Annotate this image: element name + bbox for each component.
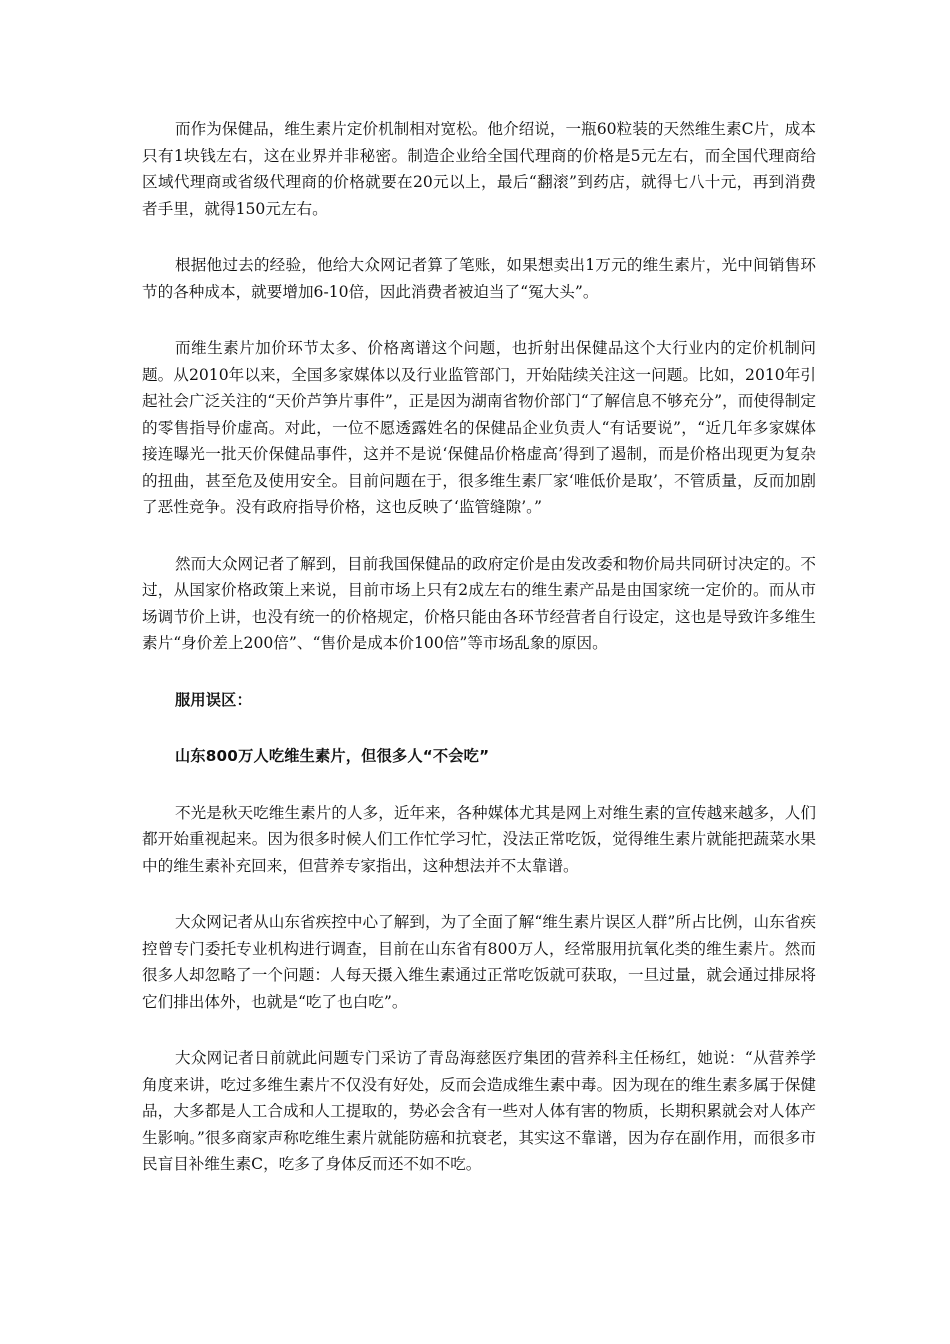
paragraph-survey: 大众网记者从山东省疾控中心了解到，为了全面了解“维生素片误区人群”所占比例，山东省疾控曾专门委托专业机构进行调查，目前在山东省有800万人，经常服用抗氧化类的维生素片。然而很多人却忽略了一个问题：人每天摄入维生素通过正常吃饭就可获取，一旦过量，就会通过排尿将它们排出体外，也就是“吃了也白吃”。 — [142, 913, 816, 1011]
paragraph-government-pricing: 然而大众网记者了解到，目前我国保健品的政府定价是由发改委和物价局共同研讨决定的。不过，从国家价格政策上来说，目前市场上只有2成左右的维生素产品是由国家统一定价的。而从市场调节价上讲，也没有统一的价格规定，价格只能由各环节经营者自行设定，这也是导致许多维生素片“身价差上200倍”、“售价是成本价100倍”等市场乱象的原因。 — [142, 554, 816, 652]
article-body — [142, 116, 816, 1208]
paragraph-cost-markup: 根据他过去的经验，他给大众网记者算了笔账，如果想卖出1万元的维生素片，光中间销售环节的各种成本，就要增加6-10倍，因此消费者被迫当了“冤大头”。 — [142, 256, 816, 301]
paragraph-expert-interview: 大众网记者日前就此问题专门采访了青岛海慈医疗集团的营养科主任杨红，她说：“从营养学角度来讲，吃过多维生素片不仅没有好处，反而会造成维生素中毒。因为现在的维生素多属于保健品，大多都是人工合成和人工提取的，势必会含有一些对人体有害的物质，长期积累就会对人体产生影响。”很多商家声称吃维生素片就能防癌和抗衰老，其实这不靠谱，因为存在副作用，而很多市民盲目补维生素C，吃多了身体反而还不如不吃。 — [142, 1049, 816, 1173]
paragraph-price-mechanism: 而作为保健品，维生素片定价机制相对宽松。他介绍说，一瓶60粒装的天然维生素C片，成本只有1块钱左右，这在业界并非秘密。制造企业给全国代理商的价格是5元左右，而全国代理商给区域代理商或省级代理商的价格就要在20元以上，最后“翻滚”到药店，就得七八十元，再到消费者手里，就得150元左右。 — [142, 120, 816, 218]
paragraph-industry-pricing: 而维生素片加价环节太多、价格离谱这个问题，也折射出保健品这个大行业内的定价机制问题。从2010年以来，全国多家媒体以及行业监管部门，开始陆续关注这一问题。比如，2010年引起社会广泛关注的“天价芦笋片事件”，正是因为湖南省物价部门“了解信息不够充分”，而使得制定的零售指导价虚高。对此，一位不愿透露姓名的保健品企业负责人“有话要说”，“近几年多家媒体接连曝光一批天价保健品事件，这并不是说‘保健品价格虚高’得到了遏制，而是价格出现更为复杂的扭曲，甚至危及使用安全。目前问题在于，很多维生素厂家‘唯低价是取’，不管质量，反而加剧了恶性竞争。没有政府指导价格，这也反映了‘监管缝隙’。” — [142, 339, 816, 516]
paragraph-popularity: 不光是秋天吃维生素片的人多，近年来，各种媒体尤其是网上对维生素的宣传越来越多，人们都开始重视起来。因为很多时候人们工作忙学习忙，没法正常吃饭，觉得维生素片就能把蔬菜水果中的维生素补充回来，但营养专家指出，这种想法并不太靠谱。 — [142, 803, 816, 875]
section-subheading-shandong: 山东800万人吃维生素片，但很多人“不会吃” — [175, 747, 490, 765]
section-heading-misconceptions: 服用误区： — [175, 690, 252, 709]
